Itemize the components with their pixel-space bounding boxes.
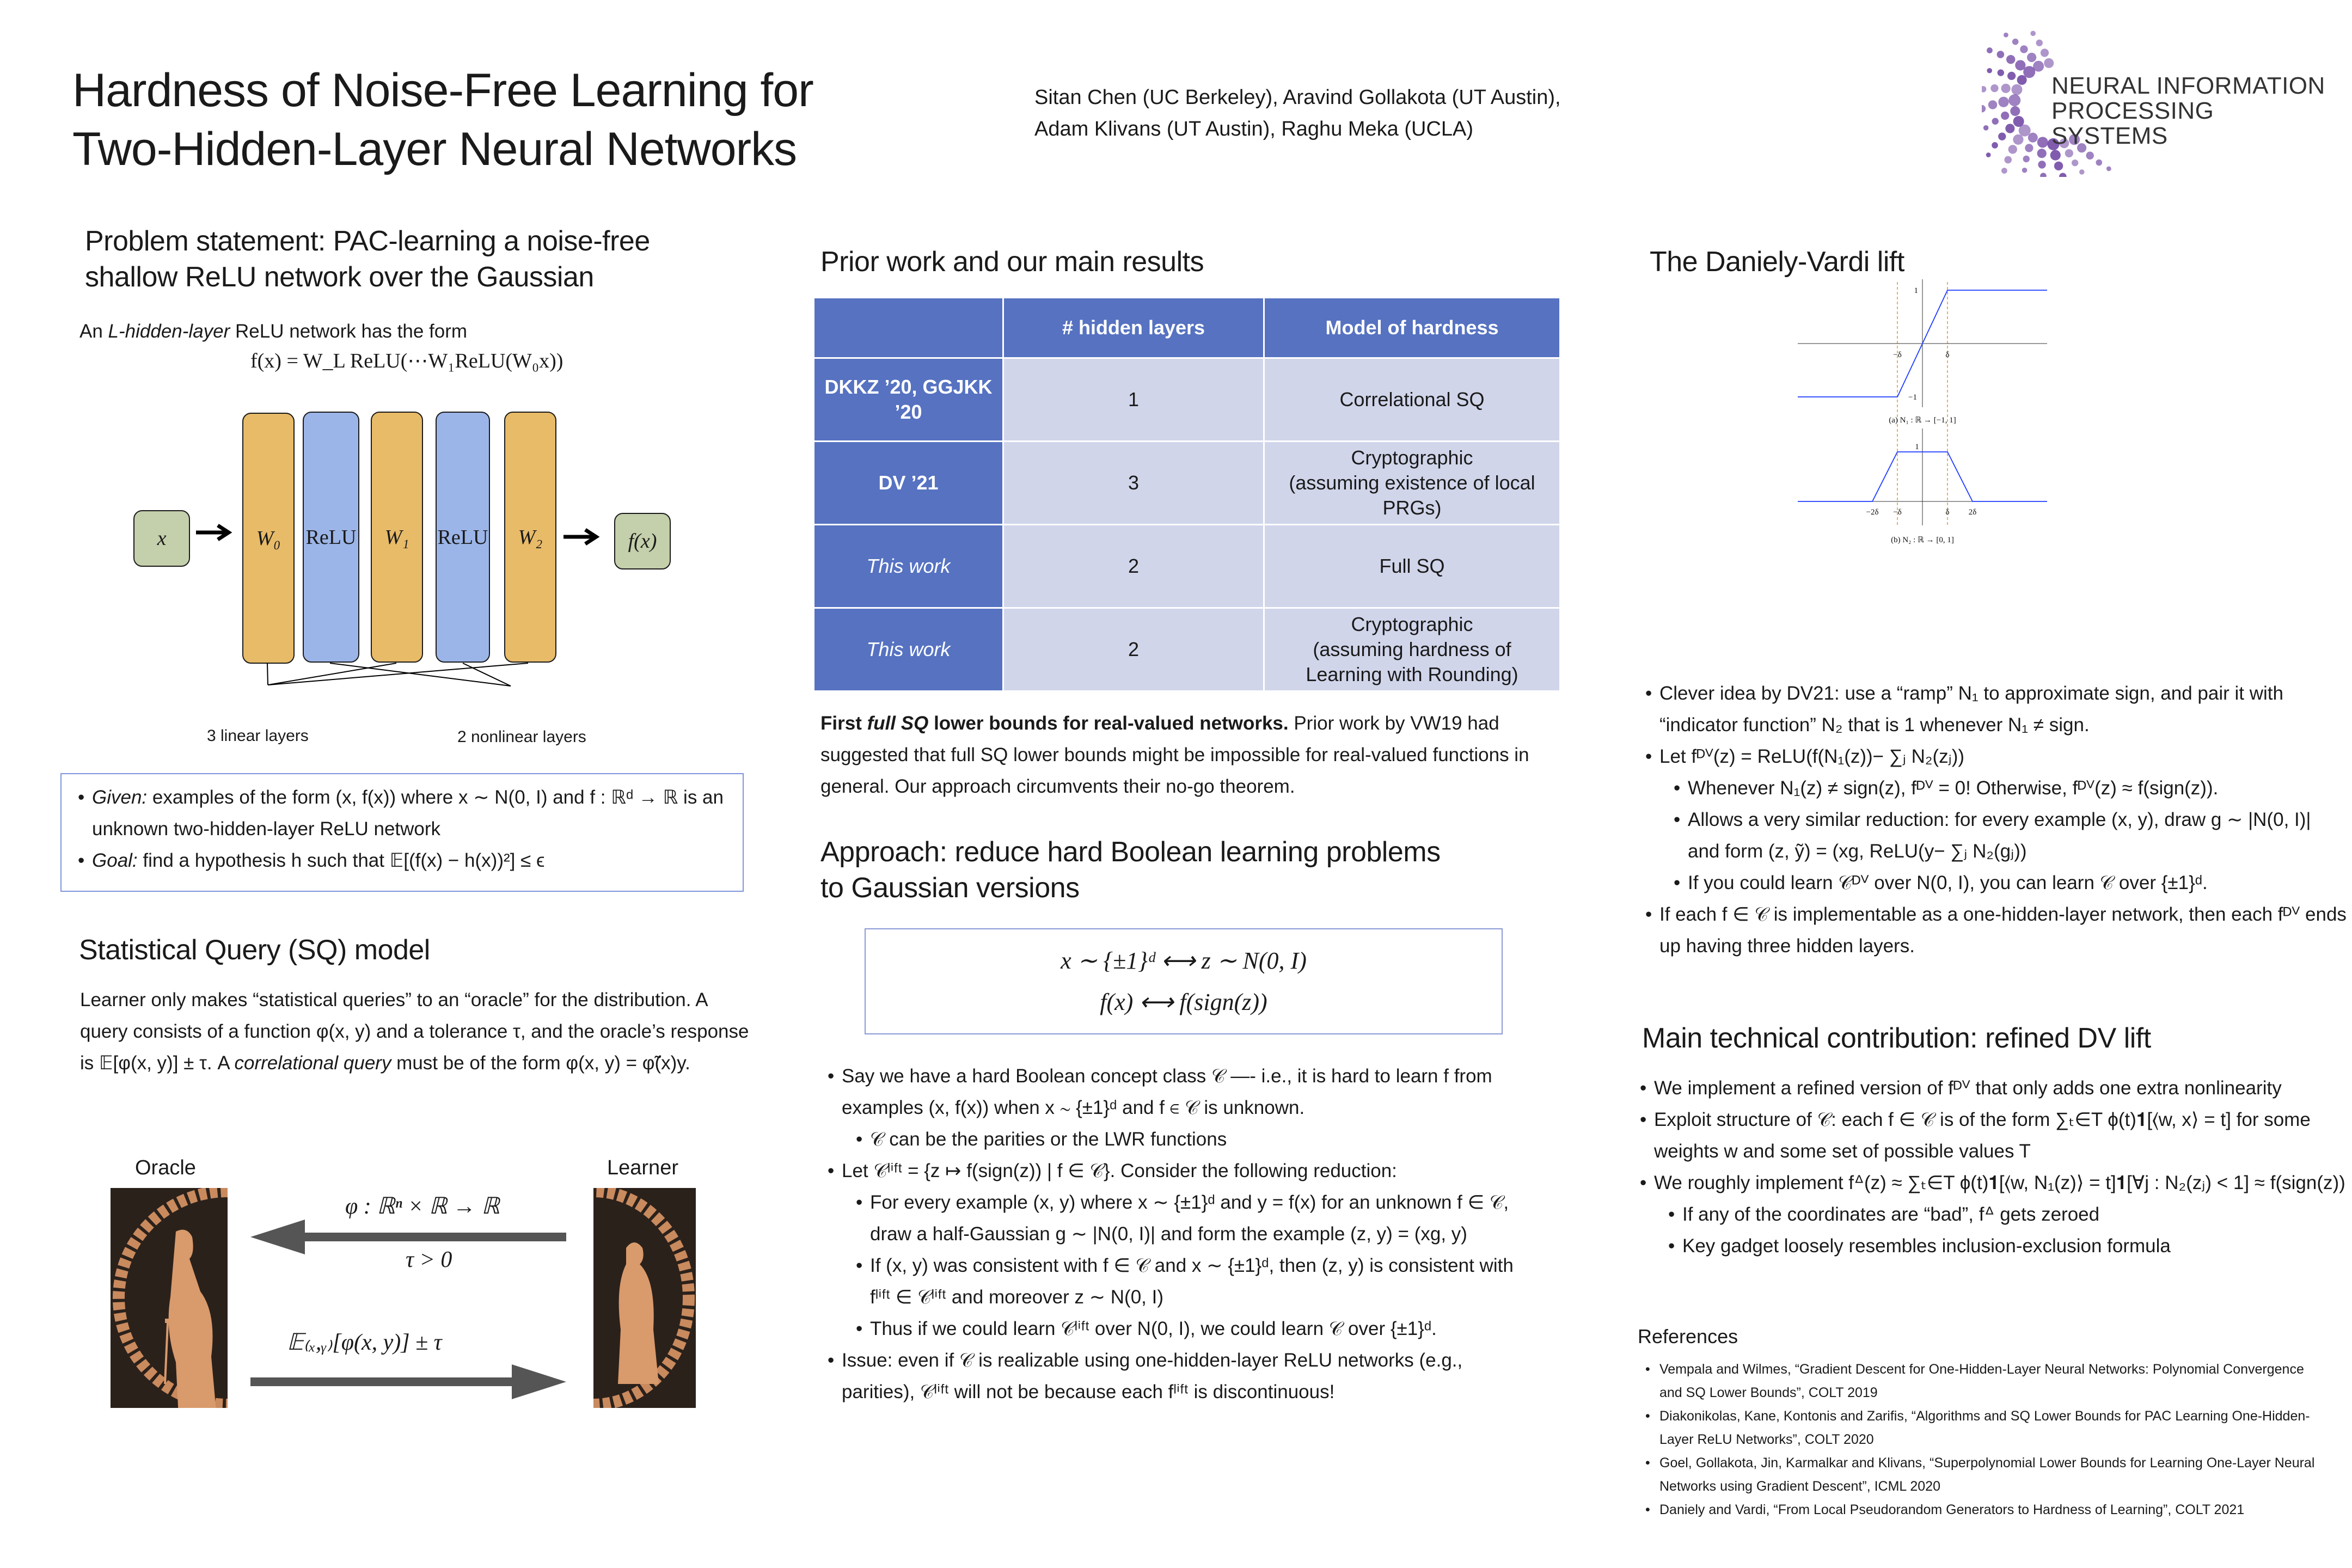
bullet-item: • Let 𝒞ˡⁱᶠᵗ = {z ↦ f(sign(z)) | f ∈ 𝒞}. Consider the following reduction: xyxy=(828,1155,1535,1187)
logo-dot xyxy=(1998,132,2006,140)
logo-dot xyxy=(2025,144,2033,152)
main-heading: Main technical contribution: refined DV lift xyxy=(1642,1022,2151,1054)
logo-dot xyxy=(2096,160,2102,166)
logo-dot xyxy=(1998,69,2004,76)
logo-dot xyxy=(2027,53,2036,62)
logo-dot xyxy=(1987,47,1993,53)
reference-item: • Daniely and Vardi, “From Local Pseudorandom Generators to Hardness of Learning”, COLT 2021 xyxy=(1645,1498,2320,1522)
diagram-connectors xyxy=(0,0,762,762)
logo-dot xyxy=(2072,160,2078,166)
bullet-item: • If you could learn 𝒞ᴰⱽ over N(0, I), you can learn 𝒞 over {±1}ᵈ. xyxy=(1674,867,2348,899)
bullet-item: • 𝒞 can be the parities or the LWR functions xyxy=(856,1124,1535,1155)
sq-heading: Statistical Query (SQ) model xyxy=(79,934,430,966)
references-list xyxy=(1645,1358,2320,1522)
logo-dot xyxy=(1998,97,2008,107)
table-row: This work 2 Full SQ xyxy=(814,525,1560,608)
approach-bullets xyxy=(828,1061,1535,1408)
logo-dot xyxy=(2086,152,2093,160)
logo-dot xyxy=(2001,112,2009,120)
authors: Sitan Chen (UC Berkeley), Aravind Gollakota (UT Austin), Adam Klivans (UT Austin), Raghu Meka (UCLA) xyxy=(1034,86,1561,140)
table-row: DKKZ ’20, GGJKK ’20 1 Correlational SQ xyxy=(814,358,1560,442)
bullet-item: • Thus if we could learn 𝒞ˡⁱᶠᵗ over N(0, I), we could learn 𝒞 over {±1}ᵈ. xyxy=(856,1313,1535,1345)
lift-equation-box: x ∼ {±1}ᵈ ⟷ z ∼ N(0, I) f(x) ⟷ f(sign(z)) xyxy=(865,928,1503,1034)
bullet-item: • We roughly implement fᐞ(z) ≈ ∑ₜ∈T ϕ(t)𝟏[⟨w, N₁(z)⟩ = t]𝟏[∀j : N₂(zⱼ) < 1] ≈ f(sign(z)) xyxy=(1640,1167,2348,1199)
logo-dot xyxy=(2008,145,2017,154)
logo-dot xyxy=(1992,118,1999,125)
reference-item: • Diakonikolas, Kane, Kontonis and Zarifis, “Algorithms and SQ Lower Bounds for PAC Learning One-Hidden-Layer ReLU Networks”, COLT 2020 xyxy=(1645,1405,2320,1451)
bullet-item: • If (x, y) was consistent with f ∈ 𝒞 and x ∼ {±1}ᵈ, then (z, y) is consistent with fˡⁱᶠᵗ ∈ 𝒞ˡⁱᶠᵗ and moreover z ∼ N(0, I) xyxy=(856,1250,1535,1313)
oracle-vase-image xyxy=(111,1188,228,1408)
logo-dot xyxy=(2023,156,2030,162)
layer-w0: W₀ xyxy=(242,413,295,664)
tolerance-label: τ > 0 xyxy=(406,1247,452,1272)
logo-dot xyxy=(2050,150,2061,160)
output-box: f(x) xyxy=(614,513,671,569)
logo-dot xyxy=(2005,124,2014,133)
network-formula: f(x) = W_L ReLU(⋯W₁ReLU(W₀x)) xyxy=(250,350,564,372)
bullet-item: • Issue: even if 𝒞 is realizable using one-hidden-layer ReLU networks (e.g., parities), 𝒞ˡⁱᶠᵗ will not be because each fˡⁱᶠᵗ is discontinuous! xyxy=(828,1345,1535,1408)
layer-relu-2: ReLU xyxy=(436,412,490,663)
logo-dot xyxy=(2010,106,2020,116)
plot-b-tick-label: 2δ xyxy=(1968,508,1977,517)
bullet-item: • We implement a refined version of fᴰⱽ that only adds one extra nonlinearity xyxy=(1640,1073,2348,1104)
sq-arrows xyxy=(240,1209,577,1416)
logo-dot xyxy=(2036,40,2043,46)
logo-dot xyxy=(2106,166,2111,171)
plot-a-tick-label: 1 xyxy=(1914,286,1918,295)
dv-heading: The Daniely-Vardi lift xyxy=(1650,246,1904,278)
logo-dot xyxy=(2028,133,2038,143)
query-label: φ : ℝⁿ × ℝ → ℝ xyxy=(345,1194,500,1219)
table-row: DV ’21 3 Cryptographic (assuming existence of local PRGs) xyxy=(814,442,1560,525)
logo-dot xyxy=(2059,173,2067,177)
bullet-item: • Let fᴰⱽ(z) = ReLU(f(N₁(z))− ∑ⱼ N₂(zⱼ)) xyxy=(1645,741,2348,773)
logo-dot xyxy=(2041,48,2049,57)
linear-layers-label: 3 linear layers xyxy=(207,727,309,745)
bullet-item: • Allows a very similar reduction: for every example (x, y), draw g ∼ |N(0, I)| and form (z, ỹ) = (xg, ReLU(y− ∑ⱼ N₂(gⱼ)) xyxy=(1674,804,2348,867)
logo-dot xyxy=(2054,162,2063,170)
network-intro: An L-hidden-layer ReLU network has the form xyxy=(79,321,468,342)
logo-dot xyxy=(2011,84,2022,95)
logo-dot xyxy=(1990,84,1998,92)
approach-heading: Approach: reduce hard Boolean learning problems to Gaussian versions xyxy=(820,836,1441,904)
bullet-item: • Whenever N₁(z) ≠ sign(z), fᴰⱽ = 0! Otherwise, fᴰⱽ(z) ≈ f(sign(z)). xyxy=(1674,773,2348,804)
prior-summary: First full SQ lower bounds for real-valued networks. Prior work by VW19 had suggested that full SQ lower bounds might be impossible for real-valued functions in general. Our approach circumvents their no-go theorem. xyxy=(820,713,1529,797)
plot-b-tick-label: 1 xyxy=(1915,443,1919,451)
response-label: 𝔼₍ₓ,ᵧ₎[φ(x, y)] ± τ xyxy=(287,1330,442,1355)
plot-b-caption: (b) N₂ : ℝ → [0, 1] xyxy=(1891,536,1954,544)
logo-dot xyxy=(2079,169,2085,175)
bullet-item: • If each f ∈ 𝒞 is implementable as a one-hidden-layer network, then each fᴰⱽ ends up having three hidden layers. xyxy=(1645,899,2348,962)
logo-dot xyxy=(2004,33,2008,38)
logo-dot xyxy=(2012,39,2019,45)
logo-dot xyxy=(1992,142,1998,149)
bullet-item: • Say we have a hard Boolean concept class 𝒞 —- i.e., it is hard to learn f from examples (x, f(x)) when x ∼ {±1}ᵈ and f ∈ 𝒞 is unknown. xyxy=(828,1061,1535,1124)
layer-w2: W₂ xyxy=(504,412,556,663)
logo-dot xyxy=(1982,86,1986,93)
logo-dot xyxy=(1986,152,1991,157)
logo-dot xyxy=(1997,51,2005,58)
logo-dot xyxy=(2004,156,2012,164)
problem-box xyxy=(60,773,744,892)
logo-dot xyxy=(2001,168,2007,174)
oracle-label: Oracle xyxy=(135,1156,196,1179)
learner-label: Learner xyxy=(607,1156,678,1179)
layer-relu-1: ReLU xyxy=(303,412,359,663)
table-header-row: # hidden layers Model of hardness xyxy=(814,298,1560,358)
logo-dot xyxy=(2038,161,2045,168)
table-row: This work 2 Cryptographic (assuming hardness of Learning with Rounding) xyxy=(814,608,1560,691)
logo-dot xyxy=(2065,149,2073,157)
plot-a-caption: (a) N₁ : ℝ → [−1, 1] xyxy=(1889,416,1956,425)
logo-dot xyxy=(2040,173,2047,177)
references-heading: References xyxy=(1638,1325,1738,1347)
results-table xyxy=(813,297,1561,692)
logo-dot xyxy=(2023,66,2035,78)
logo-dot xyxy=(2008,94,2020,106)
logo-dot xyxy=(2044,58,2054,68)
logo-dot xyxy=(1987,68,1992,74)
logo-dot xyxy=(2019,125,2031,137)
learner-vase-image xyxy=(593,1188,696,1408)
plot-b-tick-label: −2δ xyxy=(1866,508,1879,517)
layer-grouping-lines xyxy=(267,663,528,686)
reference-item: • Vempala and Wilmes, “Gradient Descent for One-Hidden-Layer Neural Networks: Polynomial Convergence and SQ Lower Bounds”, COLT 2019 xyxy=(1645,1358,2320,1405)
logo-dot xyxy=(2037,137,2048,148)
logo-dot xyxy=(2030,31,2036,36)
dv-bullets xyxy=(1645,678,2348,962)
plot-a-tick-label: −1 xyxy=(1908,393,1917,402)
bullet-item: • For every example (x, y) where x ∼ {±1}ᵈ and y = f(x) for an unknown f ∈ 𝒞, draw a half-Gaussian g ∼ |N(0, I)| and form the example (z, y) = (xg, y) xyxy=(856,1187,1535,1250)
logo-dot xyxy=(1982,105,1986,113)
neurips-logo: NEURAL INFORMATION PROCESSING SYSTEMS xyxy=(1982,30,2330,177)
given-bullet: • Given: examples of the form (x, f(x)) where x ∼ N(0, I) and f : ℝᵈ → ℝ is an unknown two-hidden-layer ReLU network xyxy=(78,782,743,845)
sq-paragraph: Learner only makes “statistical queries” to an “oracle” for the distribution. A query consists of a function φ(x, y) and a tolerance τ, and the oracle’s response is 𝔼[φ(x, y)] ± τ. A correlational query must be of the form φ(x, y) = φ̃(x)y. xyxy=(80,989,749,1074)
bullet-item: • Clever idea by DV21: use a “ramp” N₁ to approximate sign, and pair it with “indicator function” N₂ that is 1 whenever N₁ ≠ sign. xyxy=(1645,678,2348,741)
logo-dot xyxy=(1983,125,1989,131)
logo-dot xyxy=(2017,75,2027,85)
logo-dot xyxy=(2007,72,2016,80)
logo-dot xyxy=(2022,168,2028,173)
goal-bullet: • Goal: find a hypothesis h such that 𝔼[(f(x) − h(x))²] ≤ ϵ xyxy=(78,845,743,877)
logo-dot xyxy=(2015,60,2025,70)
logo-dot xyxy=(1988,100,1997,109)
input-box: x xyxy=(133,510,190,567)
plot-a-tick-label: δ xyxy=(1945,351,1950,359)
plot-b-tick-label: −δ xyxy=(1893,508,1902,517)
problem-heading: Problem statement: PAC-learning a noise-free shallow ReLU network over the Gaussian xyxy=(85,225,650,293)
logo-dot xyxy=(2037,149,2047,158)
layer-w1: W₁ xyxy=(371,412,423,663)
nonlinear-layers-label: 2 nonlinear layers xyxy=(457,728,586,746)
bullet-item: • If any of the coordinates are “bad”, fᐞ gets zeroed xyxy=(1668,1199,2348,1230)
dv-plots xyxy=(1786,272,2167,664)
main-bullets xyxy=(1640,1073,2348,1262)
logo-dot xyxy=(2013,134,2023,145)
logo-dot xyxy=(2001,84,2011,93)
logo-dot xyxy=(2020,45,2028,53)
bullet-item: • Exploit structure of 𝒞: each f ∈ 𝒞 is of the form ∑ₜ∈T ϕ(t)𝟏[⟨w, x⟩ = t] for some weights w and some set of possible values T xyxy=(1640,1104,2348,1167)
arrow-icon xyxy=(196,525,596,544)
plot-a-tick-label: −δ xyxy=(1893,351,1902,359)
response-arrow-icon xyxy=(250,1364,566,1399)
plot-b-tick-label: δ xyxy=(1945,508,1950,517)
reference-item: • Goel, Gollakota, Jin, Karmalkar and Klivans, “Superpolynomial Lower Bounds for Learning One-Layer Neural Networks using Gradient Descent”, ICML 2020 xyxy=(1645,1451,2320,1498)
prior-heading: Prior work and our main results xyxy=(820,246,1204,278)
logo-dot xyxy=(2006,55,2015,64)
poster-title: Hardness of Noise-Free Learning for Two-Hidden-Layer Neural Networks xyxy=(72,64,813,175)
bullet-item: • Key gadget loosely resembles inclusion-exclusion formula xyxy=(1668,1230,2348,1262)
